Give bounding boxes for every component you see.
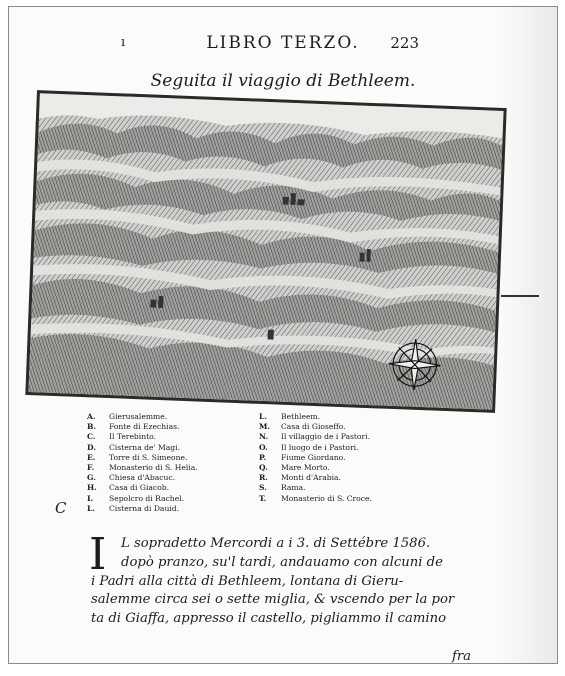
running-title: LIBRO TERZO. bbox=[206, 33, 360, 53]
catchword: fra bbox=[451, 649, 471, 664]
map-key-right-column bbox=[259, 412, 459, 504]
map-key-row: M. Casa di Gioseffo. bbox=[259, 422, 346, 432]
body-line: L sopradetto Mercordi a i 3. di Settébre 1586. bbox=[121, 536, 431, 551]
map-key-row: B. Fonte di Ezechias. bbox=[87, 422, 180, 432]
map-key-row: E. Torre di S. Simeone. bbox=[87, 452, 188, 462]
map-key-row: T. Monasterio di S. Croce. bbox=[259, 493, 372, 503]
margin-note: C bbox=[55, 499, 67, 517]
body-line: salemme circa sei o sette miglia, & vscendo per la por bbox=[91, 592, 455, 608]
map-key-row: N. Il villaggio de i Pastori. bbox=[259, 432, 370, 442]
map-key-row: S. Rama. bbox=[259, 483, 306, 493]
map-key-left-column bbox=[87, 412, 287, 514]
page-number: 223 bbox=[390, 34, 419, 52]
book-page bbox=[8, 6, 558, 664]
drop-cap: I bbox=[89, 529, 107, 580]
map-key-row: Q. Mare Morto. bbox=[259, 463, 330, 473]
body-line: i Padri alla città di Bethleem, lontana di Gieru- bbox=[91, 573, 404, 589]
map-key-row: O. Il luogo de i Pastori. bbox=[259, 442, 359, 452]
header-mark: ı bbox=[121, 35, 126, 50]
map-key-row: L. Cisterna di Dauid. bbox=[87, 503, 180, 513]
map-key-row: D. Cisterna de' Magi. bbox=[87, 442, 181, 452]
body-line: dopò pranzo, su'l tardi, andauamo con alcuni de bbox=[121, 554, 443, 570]
map-key-row: G. Chiesa d'Abacuc. bbox=[87, 473, 176, 483]
map-key-row: C. Il Terebinto. bbox=[87, 432, 157, 442]
page-edge-shadow bbox=[497, 7, 557, 663]
engraving-illustration bbox=[28, 93, 503, 410]
map-key-row: L. Bethleem. bbox=[259, 412, 321, 421]
map-key-row: P. Fiume Giordano. bbox=[259, 452, 346, 462]
body-line: ta di Giaffa, appresso il castello, pigliammo il camino bbox=[91, 611, 447, 627]
section-heading: Seguita il viaggio di Bethleem. bbox=[150, 71, 416, 91]
map-key-row: I. Sepolcro di Rachel. bbox=[87, 493, 185, 503]
body-paragraph bbox=[89, 529, 471, 664]
map-key-row: A. Gierusalemme. bbox=[87, 412, 168, 421]
map-key-row: R. Monti d'Arabia. bbox=[259, 473, 341, 483]
landscape-engraving bbox=[25, 90, 506, 413]
map-key-row: H. Casa di Giacob. bbox=[87, 483, 170, 493]
map-key-row: F. Monasterio di S. Helia. bbox=[87, 463, 198, 473]
page-header bbox=[9, 33, 557, 57]
